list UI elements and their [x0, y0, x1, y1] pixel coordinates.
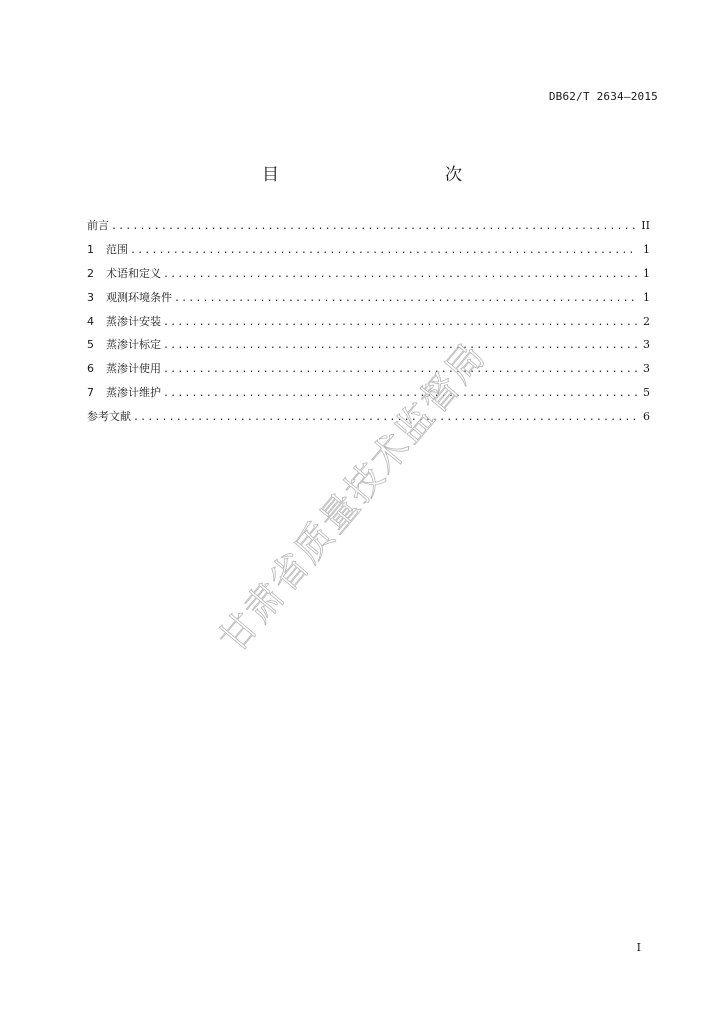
toc-entry-page: 1: [643, 266, 650, 280]
toc-entry-scope[interactable]: [87, 242, 650, 266]
toc-entry-number: 1: [87, 242, 94, 256]
toc-leader-dots: [133, 410, 637, 426]
toc-leader-dots: [163, 362, 637, 378]
toc-entry-page: 5: [643, 386, 650, 400]
toc-entry-page: 1: [643, 242, 650, 256]
toc-entry-label: 术语和定义: [106, 266, 161, 280]
toc-leader-dots: [163, 386, 637, 402]
document-code: DB62/T 2634—2015: [548, 90, 658, 103]
toc-entry-number: 5: [87, 338, 94, 352]
toc-entry-label: 蒸渗计安装: [106, 314, 161, 328]
toc-entry-page: 1: [643, 290, 650, 304]
toc-entry-label: 蒸渗计使用: [106, 362, 161, 376]
table-of-contents: [87, 218, 650, 433]
toc-entry-number: 6: [87, 362, 94, 376]
toc-leader-dots: [130, 243, 637, 259]
toc-entry-lysimeter-maintenance[interactable]: [87, 385, 650, 409]
toc-entry-label: 观测环境条件: [106, 290, 172, 304]
toc-entry-observation-environment[interactable]: [87, 290, 650, 314]
toc-entry-label: 蒸渗计标定: [106, 338, 161, 352]
toc-entry-label: 蒸渗计维护: [106, 386, 161, 400]
toc-leader-dots: [163, 267, 637, 283]
toc-entry-number: 3: [87, 290, 94, 304]
toc-entry-page: 6: [643, 410, 650, 424]
toc-entry-lysimeter-usage[interactable]: [87, 361, 650, 385]
toc-entry-number: 2: [87, 266, 94, 280]
toc-entry-references[interactable]: [87, 409, 650, 433]
toc-entry-number: 7: [87, 386, 94, 400]
toc-entry-page: 2: [643, 314, 650, 328]
toc-entry-page: II: [641, 219, 650, 232]
toc-entry-label: 前言: [87, 219, 109, 232]
page-number: I: [636, 941, 641, 954]
toc-entry-foreword[interactable]: [87, 218, 650, 242]
toc-entry-label: 参考文献: [87, 410, 131, 424]
watermark: 甘肃省质量技术监督局: [210, 334, 495, 661]
toc-entry-lysimeter-calibration[interactable]: [87, 337, 650, 361]
toc-leader-dots: [163, 315, 637, 331]
toc-leader-dots: [111, 219, 635, 235]
toc-entry-page: 3: [643, 338, 650, 352]
toc-entry-lysimeter-installation[interactable]: [87, 314, 650, 338]
toc-leader-dots: [174, 291, 637, 307]
toc-entry-number: 4: [87, 314, 94, 328]
toc-entry-terms-definitions[interactable]: [87, 266, 650, 290]
toc-entry-page: 3: [643, 362, 650, 376]
toc-leader-dots: [163, 338, 637, 354]
toc-title: 目 次: [262, 165, 506, 185]
toc-entry-label: 范围: [106, 242, 128, 256]
